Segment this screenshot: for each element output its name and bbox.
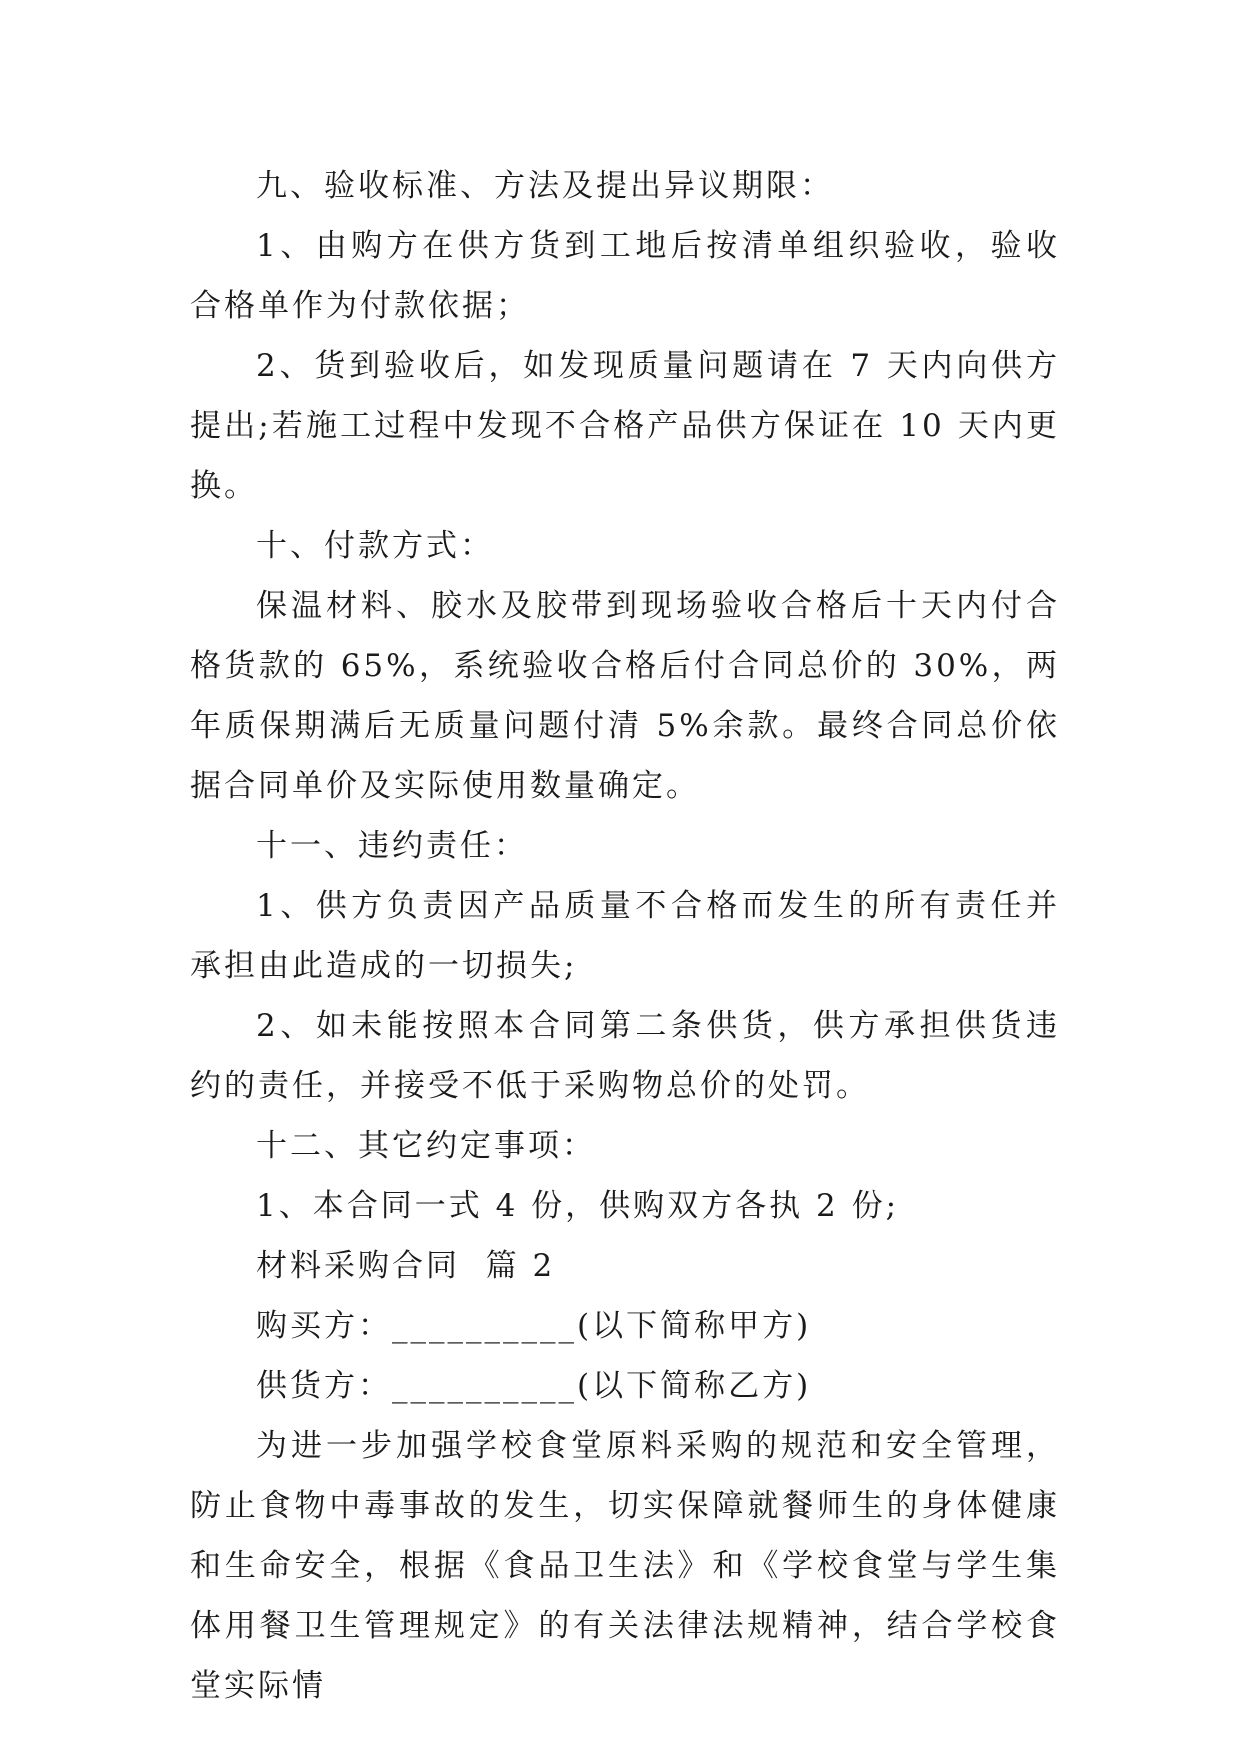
section-12-item-1: 1、本合同一式 4 份，供购双方各执 2 份; xyxy=(256,1188,900,1224)
section-12-heading: 十二、其它约定事项： xyxy=(256,1128,596,1164)
contract-2-preamble: 为进一步加强学校食堂原料采购的规范和安全管理，防止食物中毒事故的发生，切实保障就餐师生的身体健康和生命安全，根据《食品卫生法》和《学校食堂与学生集体用餐卫生管理规定》的有关法律法规精神，结合学校食堂实际情 xyxy=(190,1428,1060,1704)
section-9-heading: 九、验收标准、方法及提出异议期限： xyxy=(256,168,834,204)
buyer-line: 购买方：__________(以下简称甲方) xyxy=(256,1308,812,1344)
section-10-heading: 十、付款方式： xyxy=(256,528,494,564)
section-11-item-1: 1、供方负责因产品质量不合格而发生的所有责任并承担由此造成的一切损失; xyxy=(190,888,1060,984)
section-11-heading: 十一、违约责任： xyxy=(256,828,528,864)
contract-2-title: 材料采购合同 篇 2 xyxy=(256,1248,556,1284)
section-9-item-1: 1、由购方在供方货到工地后按清单组织验收，验收合格单作为付款依据； xyxy=(190,228,1060,324)
document-body xyxy=(190,156,1060,1716)
section-9-item-2: 2、货到验收后，如发现质量问题请在 7 天内向供方提出;若施工过程中发现不合格产品供方保证在 10 天内更换。 xyxy=(190,348,1060,504)
section-11-item-2: 2、如未能按照本合同第二条供货，供方承担供货违约的责任，并接受不低于采购物总价的处罚。 xyxy=(190,1008,1060,1104)
supplier-line: 供货方：__________(以下简称乙方) xyxy=(256,1368,812,1404)
section-10-body: 保温材料、胶水及胶带到现场验收合格后十天内付合格货款的 65%，系统验收合格后付合同总价的 30%，两年质保期满后无质量问题付清 5%余款。最终合同总价依据合同单价及实际使用数量确定。 xyxy=(190,588,1060,804)
